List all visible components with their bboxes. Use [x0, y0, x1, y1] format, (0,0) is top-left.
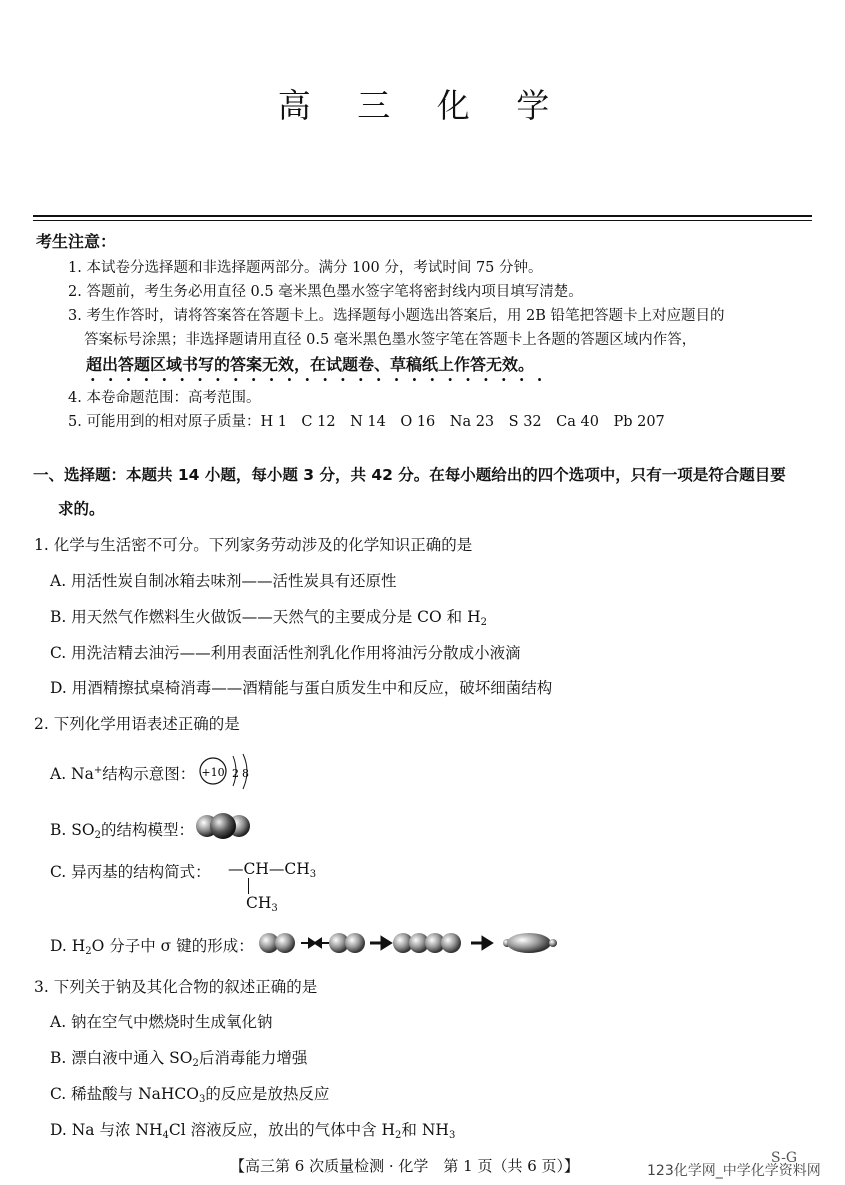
q1-option-a: A. 用活性炭自制冰箱去味剂——活性炭具有还原性 [50, 572, 397, 590]
shell1-label: 2 [232, 767, 239, 780]
notice-item-3: 3. 考生作答时，请将答案答在答题卡上。选择题每小题选出答案后，用 2B 铅笔把答题卡上对应题目的 [68, 308, 725, 324]
section-heading-cont: 求的。 [58, 500, 105, 518]
q1-stem: 1. 化学与生活密不可分。下列家务劳动涉及的化学知识正确的是 [34, 536, 473, 554]
q1-option-d: D. 用酒精擦拭桌椅消毒——酒精能与蛋白质发生中和反应，破坏细菌结构 [50, 679, 553, 697]
q3-option-d: D. Na 与浓 $NH_4Cl$ 溶液反应，放出的气体中含 $H_2$和 $NH_3$ [50, 1121, 456, 1141]
q1-option-b: B. 用天然气作燃料生火做饭——天然气的主要成分是 CO 和 $H_2$ [50, 608, 487, 628]
corner-code: S-G [771, 1150, 798, 1166]
section-heading: 一、选择题：本题共 14 小题，每小题 3 分，共 42 分。在每小题给出的四个选项中，只有一项是符合题目要 [33, 466, 786, 484]
q2-option-c: C. 异丙基的结构简式： [50, 863, 211, 881]
shell2-label: 8 [242, 767, 249, 780]
isopropyl-formula-bottom: $CH_3$ [246, 894, 278, 914]
emphasis-dots: ·························· [90, 370, 555, 389]
notice-heading: 考生注意： [36, 232, 117, 251]
isopropyl-bond-line [248, 878, 249, 894]
q3-stem: 3. 下列关于钠及其化合物的叙述正确的是 [34, 978, 318, 996]
sigma-bond-formation-diagram [257, 930, 562, 956]
q3-option-b: B. 漂白液中通入 $SO_2$后消毒能力增强 [50, 1049, 308, 1069]
q3-option-c: C. 稀盐酸与 NaHCO$_3$的反应是放热反应 [50, 1085, 330, 1105]
header-rule-thin [33, 220, 812, 221]
notice-item-3-cont: 答案标号涂黑；非选择题请用直径 0.5 毫米黑色墨水签字笔在答题卡上各题的答题区域内作答， [84, 332, 697, 348]
q2-option-a: A. Na+结构示意图： [50, 765, 196, 783]
q2-option-d: D. $H_2O$ 分子中 σ 键的形成： [50, 937, 254, 957]
so2-space-filling-model [195, 812, 255, 842]
q2-stem: 2. 下列化学用语表述正确的是 [34, 715, 240, 733]
notice-item-2: 2. 答题前，考生务必用直径 0.5 毫米黑色墨水签字笔将密封线内项目填写清楚。 [68, 284, 583, 300]
header-rule-thick [33, 215, 812, 217]
notice-item-5: 5. 可能用到的相对原子质量：H 1 C 12 N 14 O 16 Na 23 S 32 Ca 40 Pb 207 [68, 414, 665, 430]
page-title: 高 三 化 学 [277, 86, 568, 125]
q3-option-a: A. 钠在空气中燃烧时生成氧化钠 [50, 1013, 273, 1031]
q1-option-c: C. 用洗洁精去油污——利用表面活性剂乳化作用将油污分散成小液滴 [50, 644, 521, 662]
notice-emphasis: 超出答题区域书写的答案无效，在试题卷、草稿纸上作答无效。 [86, 355, 535, 374]
notice-item-1: 1. 本试卷分选择题和非选择题两部分。满分 100 分，考试时间 75 分钟。 [68, 260, 543, 276]
watermark: 123化学网_中学化学资料网 [647, 1163, 821, 1179]
q2-option-b: B. $SO_2$的结构模型： [50, 821, 194, 841]
page-footer: 【高三第 6 次质量检测 · 化学 第 1 页（共 6 页）】 [230, 1157, 580, 1175]
isopropyl-formula-top: $—CH—CH_3$ [228, 860, 317, 880]
notice-item-4: 4. 本卷命题范围：高考范围。 [68, 390, 261, 406]
na-ion-structure-diagram [199, 752, 259, 792]
nucleus-label: +10 [201, 766, 225, 779]
